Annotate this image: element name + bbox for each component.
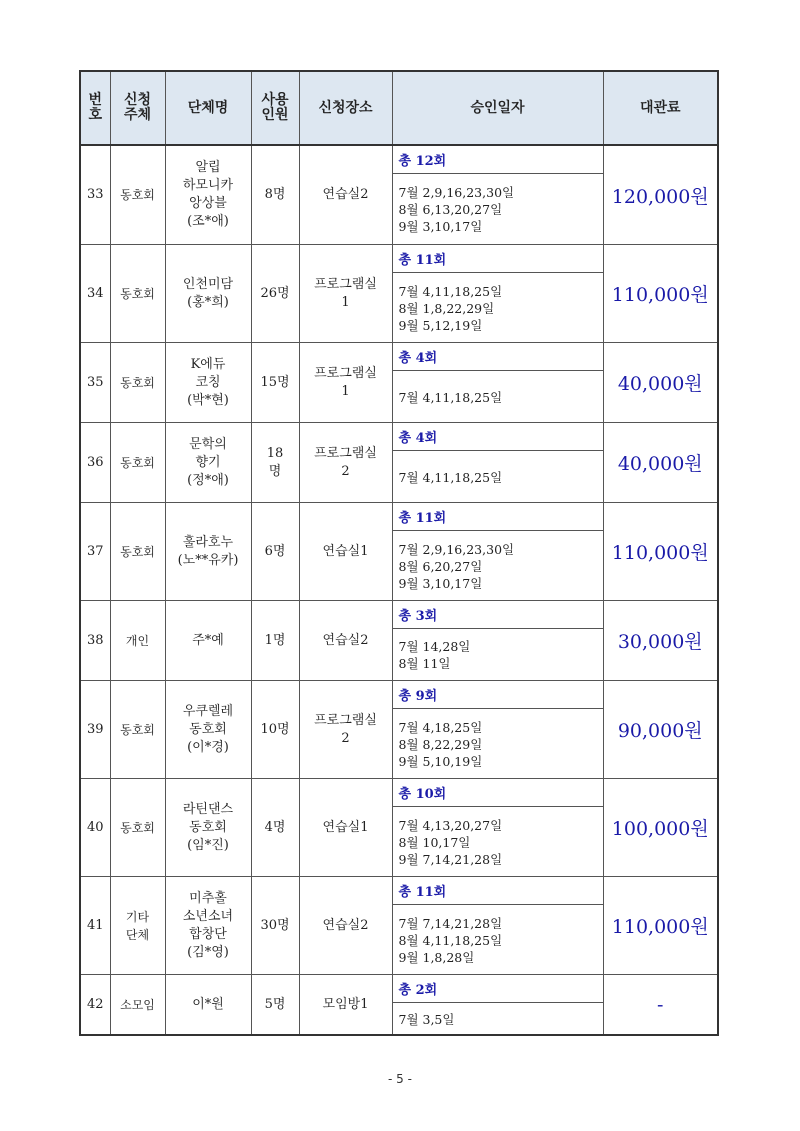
headcount-line: 명 <box>268 463 282 479</box>
group-name <box>165 877 251 975</box>
headcount <box>251 681 299 779</box>
table-row <box>80 681 718 779</box>
headcount <box>251 343 299 423</box>
header-people: 사용 인원 <box>251 71 299 145</box>
group-name-line: (임*진) <box>187 837 229 853</box>
venue-line: 연습실2 <box>322 632 369 648</box>
row-number: 38 <box>80 601 110 681</box>
header-subject: 신청 주체 <box>110 71 165 145</box>
group-name-line: 향기 <box>195 454 221 470</box>
applicant-type <box>110 245 165 343</box>
headcount-line: 8명 <box>264 187 286 202</box>
applicant-type <box>110 779 165 877</box>
table-row <box>80 779 718 877</box>
table-row <box>80 601 718 681</box>
applicant-type-line: 동호회 <box>120 375 155 390</box>
header-fee: 대관료 <box>603 71 718 145</box>
header-group: 단체명 <box>165 71 251 145</box>
applicant-type <box>110 877 165 975</box>
group-name-line: 미추홀 <box>189 890 227 906</box>
date-list <box>393 709 603 778</box>
group-name-line: 하모니카 <box>182 178 234 193</box>
applicant-type-line: 동호회 <box>120 286 155 301</box>
venue <box>299 601 392 681</box>
date-line: 8월 8,22,29일 <box>398 736 483 752</box>
venue-line: 2 <box>341 730 350 746</box>
group-name-line: (조*애) <box>187 214 229 229</box>
date-list <box>393 629 603 680</box>
rental-fee: - <box>603 975 718 1036</box>
date-list <box>393 807 603 876</box>
rental-fee: 40,000원 <box>603 423 718 503</box>
date-line: 8월 10,17일 <box>398 834 471 850</box>
table-row <box>80 145 718 245</box>
date-line: 8월 6,20,27일 <box>398 558 483 574</box>
date-line: 7월 2,9,16,23,30일 <box>398 185 515 200</box>
header-place: 신청장소 <box>299 71 392 145</box>
headcount-line: 1명 <box>264 632 286 648</box>
venue-line: 프로그램실 <box>314 712 377 728</box>
rental-fee: 30,000원 <box>603 601 718 681</box>
applicant-type-line: 단체 <box>125 927 150 942</box>
session-total: 총 11회 <box>393 245 603 273</box>
rental-fee: 90,000원 <box>603 681 718 779</box>
venue <box>299 681 392 779</box>
date-line: 7월 3,5일 <box>398 1011 455 1027</box>
venue-line: 연습실1 <box>322 543 369 559</box>
date-line: 7월 4,11,18,25일 <box>398 389 503 405</box>
table-row <box>80 343 718 423</box>
date-line: 7월 14,28일 <box>398 639 471 654</box>
group-name <box>165 975 251 1036</box>
session-total: 총 11회 <box>393 877 603 905</box>
headcount-line: 5명 <box>264 996 286 1012</box>
headcount-line: 18 <box>266 445 284 461</box>
group-name <box>165 245 251 343</box>
session-total: 총 12회 <box>393 146 603 174</box>
group-name-line: 알립 <box>195 160 221 175</box>
row-number: 37 <box>80 503 110 601</box>
approved-dates <box>392 877 603 975</box>
row-number: 36 <box>80 423 110 503</box>
approved-dates <box>392 145 603 245</box>
group-name-line: 코칭 <box>195 374 221 390</box>
group-name-line: 인천미담 <box>182 276 234 292</box>
header-no: 번 호 <box>80 71 110 145</box>
rental-fee: 40,000원 <box>603 343 718 423</box>
group-name-line: 라틴댄스 <box>182 801 234 817</box>
venue <box>299 975 392 1036</box>
date-line: 9월 3,10,17일 <box>398 219 483 234</box>
applicant-type <box>110 681 165 779</box>
applicant-type-line: 동호회 <box>120 188 155 202</box>
group-name-line: 우쿠렐레 <box>182 703 234 719</box>
row-number: 42 <box>80 975 110 1036</box>
group-name-line: (노**유카) <box>177 552 239 568</box>
page-number: - 5 - <box>388 1072 412 1086</box>
session-total: 총 4회 <box>393 343 603 371</box>
date-list <box>393 174 603 244</box>
date-line: 8월 6,13,20,27일 <box>398 202 503 217</box>
date-line: 9월 7,14,21,28일 <box>398 851 503 867</box>
session-total: 총 2회 <box>393 975 603 1003</box>
applicant-type <box>110 975 165 1036</box>
applicant-type <box>110 423 165 503</box>
date-line: 9월 1,8,28일 <box>398 949 475 965</box>
venue-line: 연습실2 <box>322 917 369 933</box>
date-line: 7월 4,13,20,27일 <box>398 817 503 833</box>
applicant-type <box>110 343 165 423</box>
headcount <box>251 245 299 343</box>
date-line: 9월 5,10,19일 <box>398 753 483 769</box>
applicant-type-line: 동호회 <box>120 820 155 835</box>
group-name <box>165 779 251 877</box>
venue <box>299 423 392 503</box>
venue <box>299 145 392 245</box>
rental-fee: 110,000원 <box>603 877 718 975</box>
date-line: 8월 11일 <box>398 656 451 671</box>
group-name-line: 소년소녀 <box>182 908 234 924</box>
venue-line: 프로그램실 <box>314 445 377 461</box>
headcount-line: 30명 <box>260 917 290 933</box>
row-number: 33 <box>80 145 110 245</box>
group-name <box>165 503 251 601</box>
header-dates: 승인일자 <box>392 71 603 145</box>
date-list <box>393 531 603 600</box>
row-number: 39 <box>80 681 110 779</box>
date-line: 7월 7,14,21,28일 <box>398 915 503 931</box>
row-number: 34 <box>80 245 110 343</box>
venue <box>299 343 392 423</box>
applicant-type <box>110 503 165 601</box>
venue-line: 1 <box>341 294 350 310</box>
rental-fee: 110,000원 <box>603 503 718 601</box>
applicant-type-line: 소모임 <box>120 997 155 1012</box>
venue <box>299 877 392 975</box>
row-number: 35 <box>80 343 110 423</box>
headcount-line: 15명 <box>260 374 290 390</box>
venue-line: 1 <box>341 383 350 399</box>
venue-line: 2 <box>341 463 350 479</box>
venue <box>299 245 392 343</box>
approved-dates <box>392 343 603 423</box>
group-name <box>165 343 251 423</box>
group-name-line: 훌라호누 <box>182 534 234 550</box>
headcount <box>251 779 299 877</box>
group-name-line: (이*경) <box>187 739 229 755</box>
applicant-type <box>110 145 165 245</box>
venue-line: 프로그램실 <box>314 365 377 381</box>
group-name-line: 이*원 <box>192 996 224 1012</box>
group-name-line: 합창단 <box>189 926 227 942</box>
rental-approval-table <box>79 70 719 1036</box>
table-row <box>80 877 718 975</box>
group-name <box>165 601 251 681</box>
approved-dates <box>392 975 603 1036</box>
headcount <box>251 423 299 503</box>
group-name-line: (정*애) <box>187 472 229 488</box>
rental-fee: 100,000원 <box>603 779 718 877</box>
table-row <box>80 245 718 343</box>
group-name-line: 동호회 <box>189 819 227 835</box>
date-line: 7월 4,11,18,25일 <box>398 283 503 299</box>
venue <box>299 779 392 877</box>
applicant-type-line: 개인 <box>125 633 150 648</box>
row-number: 41 <box>80 877 110 975</box>
table-row <box>80 423 718 503</box>
date-line: 8월 4,11,18,25일 <box>398 932 503 948</box>
applicant-type <box>110 601 165 681</box>
date-line: 9월 5,12,19일 <box>398 317 483 333</box>
venue-line: 연습실1 <box>322 819 369 835</box>
venue <box>299 503 392 601</box>
headcount <box>251 145 299 245</box>
applicant-type-line: 동호회 <box>120 722 155 737</box>
row-number: 40 <box>80 779 110 877</box>
group-name-line: 문학의 <box>189 436 227 452</box>
venue-line: 연습실2 <box>322 187 369 202</box>
group-name-line: 동호회 <box>189 721 227 737</box>
date-line: 9월 3,10,17일 <box>398 575 483 591</box>
session-total: 총 9회 <box>393 681 603 709</box>
headcount <box>251 975 299 1036</box>
headcount-line: 6명 <box>264 543 286 559</box>
headcount <box>251 503 299 601</box>
group-name-line: (김*영) <box>187 944 229 960</box>
group-name-line: K에듀 <box>190 356 226 372</box>
approved-dates <box>392 423 603 503</box>
headcount <box>251 877 299 975</box>
group-name-line: (박*현) <box>187 392 229 408</box>
table-row <box>80 503 718 601</box>
approved-dates <box>392 601 603 681</box>
date-list <box>393 371 603 422</box>
group-name-line: (홍*희) <box>187 294 229 310</box>
date-line: 7월 2,9,16,23,30일 <box>398 541 515 557</box>
rental-fee: 120,000원 <box>603 145 718 245</box>
approved-dates <box>392 681 603 779</box>
session-total: 총 10회 <box>393 779 603 807</box>
date-line: 7월 4,18,25일 <box>398 719 483 735</box>
date-list <box>393 451 603 502</box>
approved-dates <box>392 245 603 343</box>
table-row <box>80 975 718 1036</box>
group-name <box>165 681 251 779</box>
session-total: 총 11회 <box>393 503 603 531</box>
date-list <box>393 273 603 342</box>
group-name-line: 주*예 <box>192 632 224 648</box>
table-header-row <box>80 71 718 145</box>
date-line: 8월 1,8,22,29일 <box>398 300 495 316</box>
group-name-line: 앙상블 <box>189 196 227 211</box>
session-total: 총 4회 <box>393 423 603 451</box>
session-total: 총 3회 <box>393 601 603 629</box>
approved-dates <box>392 779 603 877</box>
applicant-type-line: 동호회 <box>120 455 155 470</box>
approved-dates <box>392 503 603 601</box>
headcount-line: 26명 <box>260 285 290 301</box>
date-line: 7월 4,11,18,25일 <box>398 469 503 485</box>
headcount-line: 4명 <box>264 819 286 835</box>
rental-fee: 110,000원 <box>603 245 718 343</box>
date-list <box>393 905 603 974</box>
venue-line: 모임방1 <box>322 996 369 1012</box>
venue-line: 프로그램실 <box>314 276 377 292</box>
group-name <box>165 145 251 245</box>
applicant-type-line: 동호회 <box>120 544 155 559</box>
applicant-type-line: 기타 <box>125 909 150 924</box>
date-list <box>393 1003 603 1034</box>
headcount-line: 10명 <box>260 721 290 737</box>
headcount <box>251 601 299 681</box>
group-name <box>165 423 251 503</box>
